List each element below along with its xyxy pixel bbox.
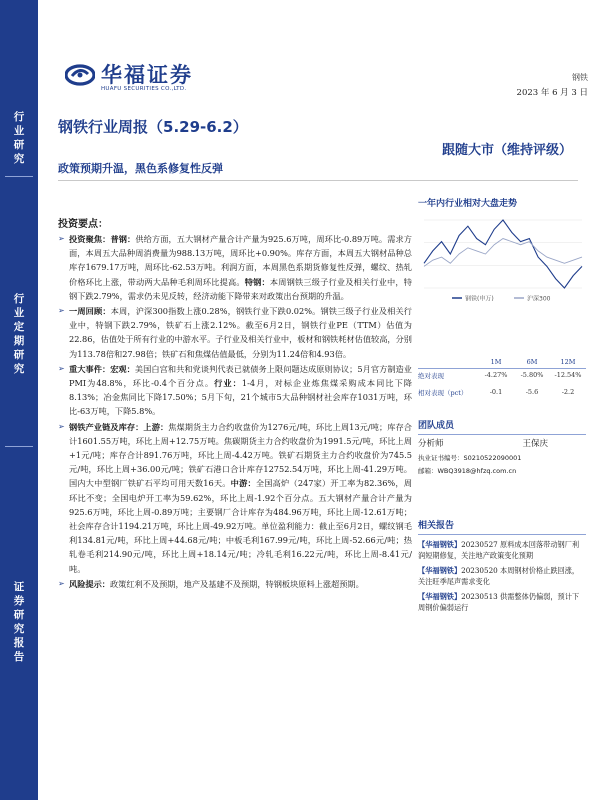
analyst-card bbox=[418, 437, 586, 475]
sidebar-char: 行 bbox=[13, 111, 25, 123]
report-text: 20230527 原料成本回落带动钢厂利润短期修复，关注地产政策变化预期 bbox=[418, 540, 580, 560]
rating-label: 跟随大市（维持评级） bbox=[441, 143, 572, 158]
sidebar-char: 业 bbox=[13, 125, 25, 137]
related-reports-title: 相关报告 bbox=[418, 521, 455, 531]
header-divider bbox=[58, 180, 578, 181]
sidebar-char: 告 bbox=[13, 651, 25, 663]
report-tag: 【华福钢铁】 bbox=[418, 566, 462, 575]
paragraph-text-2: 1-4月，对标企业炼焦煤采购成本同比下降8.13%；冶金焦同比下降17.50%；5月下旬，21个城市5大品种钢材社会库存1031万吨，环比-63万吨，下降5.8%。 bbox=[69, 378, 412, 417]
body-paragraph bbox=[58, 577, 412, 591]
arrow-bullet-icon: ➢ bbox=[58, 421, 65, 431]
sidebar-char: 研 bbox=[13, 609, 25, 621]
sidebar-char: 研 bbox=[13, 139, 25, 151]
paragraph-lead: 风险提示： bbox=[69, 578, 110, 589]
relative-performance-chart bbox=[418, 212, 586, 304]
paragraph-text: 焦煤期货主力合约收盘价为1276元/吨，环比上周13元/吨；库存合计1601.55万吨，环比上周+12.75万吨。焦碳期货主力合约收盘价为1991.5元/吨，环比上周+1元/吨；库存合计891.76万吨，环比上周-4.42万吨。铁矿石期货主力合约收盘价为745.5元/吨，环比上周+36.00元/吨；铁矿石港口合计库存12752.54万吨，环比上周-41.29万吨。国内大中型钢厂铁矿石平均可用天数16天。 bbox=[69, 421, 412, 489]
paragraph-text: 政策红利不及预期，地产及基建不及预期，特钢板块原料上涨超预期。 bbox=[109, 578, 364, 589]
section-divider bbox=[418, 434, 586, 435]
arrow-bullet-icon: ➢ bbox=[58, 363, 65, 373]
paragraph-lead-2: 行业： bbox=[214, 378, 242, 389]
paragraph-lead: 一周回顾： bbox=[69, 306, 111, 317]
paragraph-text: 本周，沪深300指数上涨0.28%，钢铁行业下跌0.02%。钢铁三级子行业及相关行业中，特钢下跌2.79%，铁矿石上涨2.12%。截至6月2日，钢铁行业PE（TTM）估值为22.86，估值处于所有行业的中游水平。子行业及相关行业中，板材和钢铁耗材估值较高，分别为113.78倍和27.98倍；铁矿石和焦煤估值最低，分别为11.24倍和4.93倍。 bbox=[69, 306, 412, 359]
table-cell: -0.1 bbox=[489, 388, 503, 396]
body-paragraph bbox=[58, 304, 412, 361]
table-header-cell: 12M bbox=[560, 358, 576, 366]
sidebar-char: 究 bbox=[13, 623, 25, 635]
arrow-bullet-icon: ➢ bbox=[58, 306, 65, 316]
team-section bbox=[418, 418, 586, 435]
related-reports-section bbox=[418, 518, 586, 613]
report-title: 钢铁行业周报（5.29-6.2） bbox=[58, 118, 248, 136]
chart-legend-label: 沪深300 bbox=[527, 295, 551, 303]
table-cell: -4.27% bbox=[484, 371, 508, 379]
table-cell: -5.80% bbox=[520, 371, 544, 379]
paragraph-text: 美国白宫和共和党谈判代表已就债务上限问题达成原则协议；5月官方制造业PMI为48.8%，环比-0.4个百分点。 bbox=[69, 363, 412, 389]
body-paragraph bbox=[58, 232, 412, 303]
company-name-en: HUAFU SECURITIES CO.,LTD. bbox=[101, 86, 187, 92]
arrow-bullet-icon: ➢ bbox=[58, 578, 65, 588]
report-tag: 【华福钢铁】 bbox=[418, 540, 462, 549]
sidebar-char: 券 bbox=[13, 595, 25, 607]
sidebar-divider bbox=[5, 176, 33, 177]
chart-section bbox=[418, 196, 586, 213]
sidebar-char: 证 bbox=[13, 581, 25, 593]
sidebar-label-periodic-research bbox=[0, 292, 38, 376]
table-header-cell: 1M bbox=[490, 358, 502, 366]
paragraph-text: 供给方面，五大钢材产量合计产量为925.6万吨，周环比-0.89万吨。需求方面，本周五大品种周消费量为988.13万吨，周环比+0.90%。库存方面，本周五大钢材品种总库存1679.17万吨，周环比-62.53万吨。利润方面，本周黑色系期货修复性反弹，螺纹、热轧价格环比上涨，带动两大品种毛利周环比提高。 bbox=[69, 234, 412, 287]
sidebar-char: 定 bbox=[13, 321, 25, 333]
sidebar-char: 究 bbox=[13, 153, 25, 165]
section-heading: 投资要点： bbox=[58, 219, 108, 230]
paragraph-lead-2: 中游： bbox=[230, 478, 256, 489]
report-subtitle: 政策预期升温，黑色系修复性反弹 bbox=[58, 162, 223, 175]
license-number: 执业证书编号：S0210522090001 bbox=[418, 454, 522, 462]
sidebar-char: 行 bbox=[13, 293, 25, 305]
table-cell: -5.6 bbox=[525, 388, 539, 396]
analyst-email[interactable]: 邮箱：WBQ3918@hfzq.com.cn bbox=[418, 467, 517, 475]
table-header-row bbox=[418, 356, 586, 368]
body-paragraph bbox=[58, 362, 412, 419]
paragraph-lead: 投资聚焦：普钢： bbox=[69, 234, 136, 244]
sidebar-char: 究 bbox=[13, 363, 25, 375]
arrow-bullet-icon: ➢ bbox=[58, 234, 65, 243]
chart-title: 一年内行业相对大盘走势 bbox=[418, 199, 518, 209]
paragraph-text-2: 本周钢铁三级子行业及相关行业中，特钢下跌2.79%，需求仍未见反转，经济动能下降带来对政策出台预期的升温。 bbox=[69, 276, 412, 301]
sidebar-char: 报 bbox=[13, 637, 25, 649]
paragraph-lead: 重大事件：宏观： bbox=[69, 363, 135, 374]
related-report-link[interactable] bbox=[418, 539, 586, 561]
company-name-cn: 华福证券 bbox=[101, 63, 193, 87]
analyst-name: 王保庆 bbox=[522, 439, 548, 449]
company-logo bbox=[65, 58, 245, 98]
related-report-link[interactable] bbox=[418, 565, 586, 587]
report-tag: 【华福钢铁】 bbox=[418, 592, 462, 601]
section-divider bbox=[418, 534, 586, 535]
table-cell: -2.2 bbox=[561, 388, 575, 396]
report-text: 20230520 本周钢材价格止跌回涨，关注旺季尾声需求变化 bbox=[418, 566, 580, 586]
logo-mark-icon bbox=[65, 60, 95, 90]
team-title: 团队成员 bbox=[418, 421, 455, 431]
table-row-label: 绝对表现 bbox=[418, 371, 444, 380]
table-row bbox=[418, 369, 586, 381]
analyst-role: 分析师 bbox=[418, 439, 444, 449]
left-sidebar bbox=[0, 0, 38, 800]
sector-label: 钢铁 bbox=[572, 73, 588, 82]
report-date: 2023 年 6 月 3 日 bbox=[516, 88, 588, 98]
report-text: 20230513 供需整体仍偏弱，预计下周钢价偏弱运行 bbox=[418, 592, 580, 612]
related-report-link[interactable] bbox=[418, 591, 586, 613]
main-body bbox=[58, 232, 412, 592]
chart-legend-label: 钢铁(申万) bbox=[465, 295, 494, 303]
sidebar-char: 业 bbox=[13, 307, 25, 319]
paragraph-text-2: 全国高炉（247家）开工率为82.36%，周环比不变；全国电炉开工率为59.62%，环比上周-1.92个百分点。五大钢材产量合计产量为925.6万吨，环比上周-0.89万吨；主要钢厂合计库存为484.96万吨，环比上周-12.61万吨；社会库存合计1194.21万吨，环比上周-49.92万吨。单位盈利能力：截止至6月2日，螺纹钢毛利134.81元/吨，环比上周+44.68元/吨；中板毛利167.99元/吨，环比上周-52.66元/吨；热轧卷毛利214.90元/吨，环比上周+18.14元/吨；冷轧毛利16.22元/吨，环比上周-8.41元/吨。 bbox=[69, 478, 412, 574]
sidebar-char: 研 bbox=[13, 349, 25, 361]
paragraph-lead-2: 特钢： bbox=[244, 276, 270, 287]
sidebar-label-industry-research bbox=[0, 110, 38, 166]
table-cell: -12.54% bbox=[554, 371, 582, 379]
table-row-label: 相对表现（pct） bbox=[418, 388, 468, 397]
sidebar-label-securities-report bbox=[0, 580, 38, 664]
sidebar-char: 期 bbox=[13, 335, 25, 347]
body-paragraph bbox=[58, 420, 412, 576]
performance-table bbox=[418, 356, 586, 403]
table-row bbox=[418, 381, 586, 403]
table-header-cell: 6M bbox=[526, 358, 538, 366]
sidebar-divider bbox=[5, 446, 33, 447]
paragraph-lead: 钢铁产业链及库存：上游： bbox=[69, 421, 169, 432]
